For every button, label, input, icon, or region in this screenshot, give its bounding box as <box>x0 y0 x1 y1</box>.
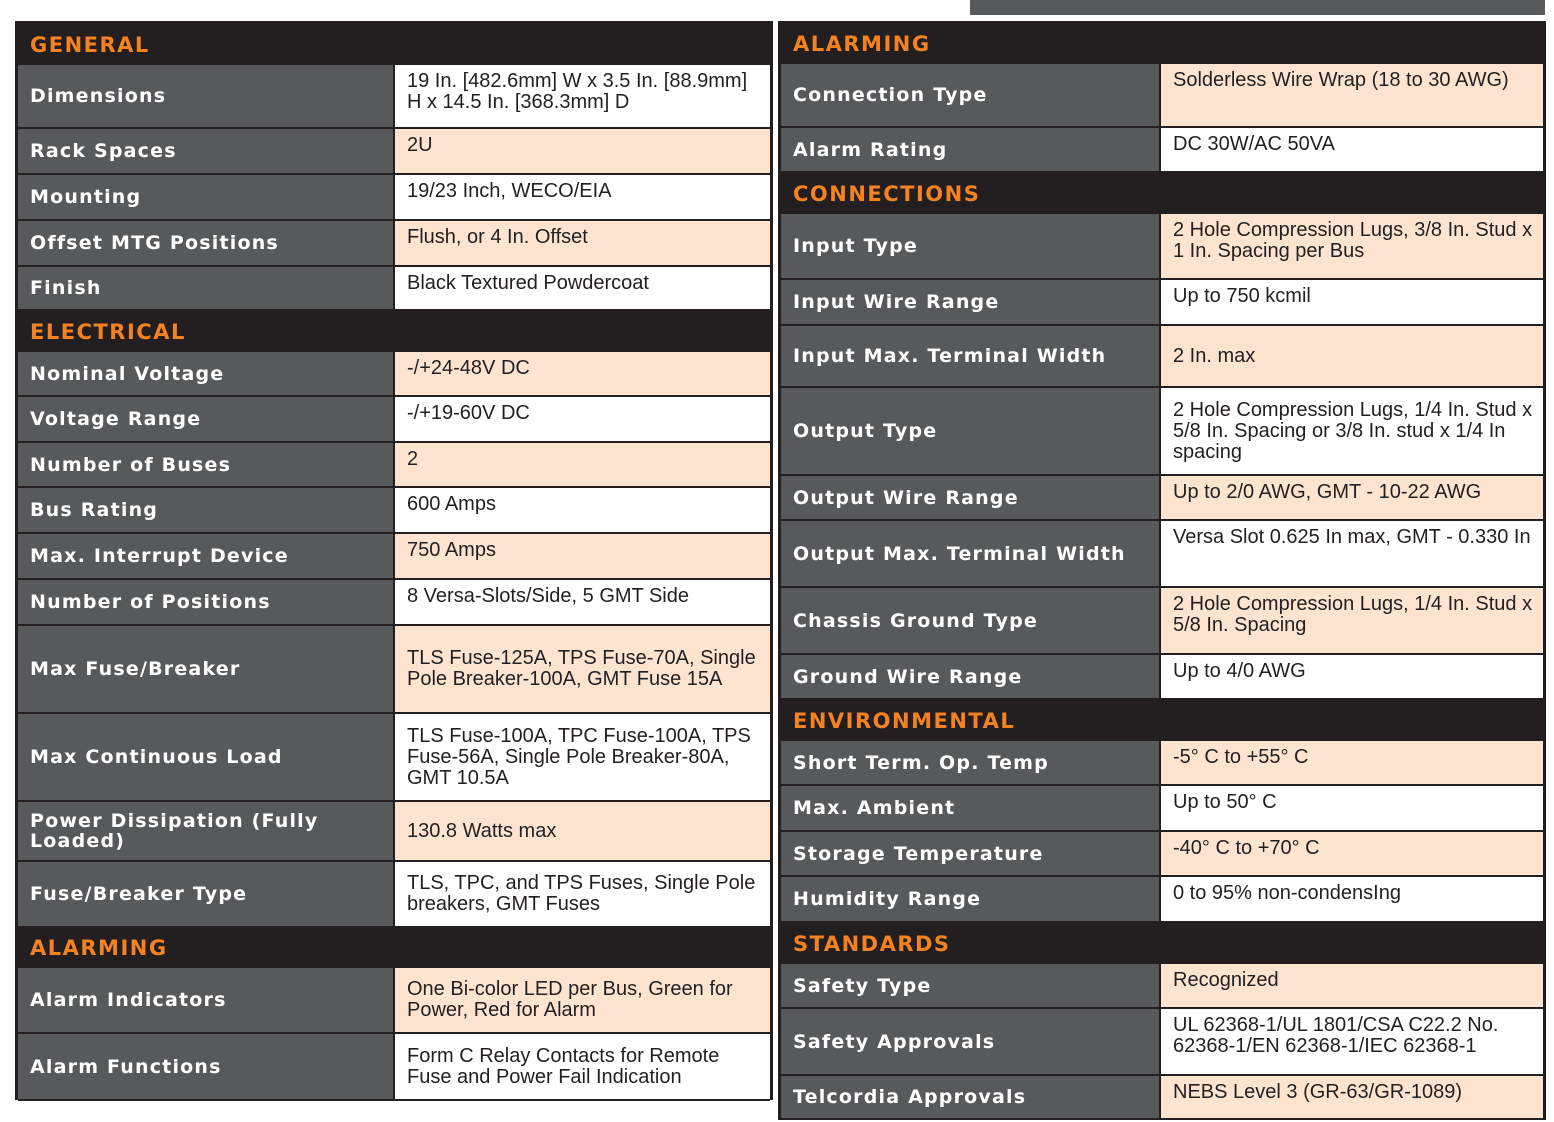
spec-label: Voltage Range <box>18 397 395 441</box>
spec-row <box>18 443 770 488</box>
spec-value: 2 <box>395 443 770 486</box>
spec-value: 8 Versa-Slots/Side, 5 GMT Side <box>395 580 770 624</box>
spec-label: Output Type <box>781 388 1161 474</box>
spec-value: Solderless Wire Wrap (18 to 30 AWG) <box>1161 64 1543 126</box>
section-header-environmental: ENVIRONMENTAL <box>781 700 1543 741</box>
spec-row <box>781 1009 1543 1076</box>
spec-label: Telcordia Approvals <box>781 1076 1161 1118</box>
spec-label: Rack Spaces <box>18 129 395 173</box>
spec-value: Flush, or 4 In. Offset <box>395 221 770 265</box>
spec-label: Output Max. Terminal Width <box>781 521 1161 586</box>
spec-row <box>781 64 1543 128</box>
spec-value: TLS Fuse-125A, TPS Fuse-70A, Single Pole Breaker-100A, GMT Fuse 15A <box>395 626 770 712</box>
spec-value: Recognized <box>1161 964 1543 1007</box>
spec-row <box>18 580 770 626</box>
spec-value: 750 Amps <box>395 534 770 578</box>
spec-label: Max. Ambient <box>781 786 1161 830</box>
spec-label: Max Fuse/Breaker <box>18 626 395 712</box>
spec-label: Number of Positions <box>18 580 395 624</box>
spec-value: UL 62368-1/UL 1801/CSA C22.2 No. 62368-1/EN 62368-1/IEC 62368-1 <box>1161 1009 1543 1074</box>
spec-row <box>18 534 770 580</box>
spec-label: Storage Temperature <box>781 832 1161 875</box>
spec-label: Fuse/Breaker Type <box>18 862 395 926</box>
spec-label: Short Term. Op. Temp <box>781 741 1161 784</box>
section-header-standards: STANDARDS <box>781 923 1543 964</box>
spec-value: Up to 2/0 AWG, GMT - 10-22 AWG <box>1161 476 1543 519</box>
spec-value: 130.8 Watts max <box>395 802 770 860</box>
spec-label: Alarm Indicators <box>18 968 395 1032</box>
spec-label: Mounting <box>18 175 395 219</box>
spec-label: Chassis Ground Type <box>781 588 1161 653</box>
right-spec-table <box>778 21 1546 1120</box>
spec-value: DC 30W/AC 50VA <box>1161 128 1543 171</box>
spec-value: Black Textured Powdercoat <box>395 267 770 309</box>
spec-value: Up to 4/0 AWG <box>1161 655 1543 698</box>
spec-label: Safety Type <box>781 964 1161 1007</box>
spec-row <box>18 65 770 129</box>
spec-value: -5° C to +55° C <box>1161 741 1543 784</box>
spec-value: One Bi-color LED per Bus, Green for Power, Red for Alarm <box>395 968 770 1032</box>
section-header-electrical: ELECTRICAL <box>18 311 770 352</box>
spec-label: Max. Interrupt Device <box>18 534 395 578</box>
spec-value: -/+19-60V DC <box>395 397 770 441</box>
section-header-connections: CONNECTIONS <box>781 173 1543 214</box>
spec-label: Input Max. Terminal Width <box>781 326 1161 386</box>
spec-label: Bus Rating <box>18 488 395 532</box>
section-header-alarming: ALARMING <box>781 24 1543 64</box>
spec-row <box>18 175 770 221</box>
spec-label: Offset MTG Positions <box>18 221 395 265</box>
spec-label: Humidity Range <box>781 877 1161 921</box>
spec-value: TLS, TPC, and TPS Fuses, Single Pole breakers, GMT Fuses <box>395 862 770 926</box>
spec-value: Up to 50° C <box>1161 786 1543 830</box>
spec-row <box>781 388 1543 476</box>
spec-value: 2 Hole Compression Lugs, 3/8 In. Stud x 1 In. Spacing per Bus <box>1161 214 1543 278</box>
spec-row <box>781 877 1543 923</box>
spec-value: 0 to 95% non-condensIng <box>1161 877 1543 921</box>
spec-value: -40° C to +70° C <box>1161 832 1543 875</box>
spec-row <box>781 326 1543 388</box>
spec-label: Input Type <box>781 214 1161 278</box>
spec-value: -/+24-48V DC <box>395 352 770 395</box>
spec-row <box>781 521 1543 588</box>
spec-row <box>18 221 770 267</box>
spec-value: Versa Slot 0.625 In max, GMT - 0.330 In <box>1161 521 1543 586</box>
spec-label: Alarm Functions <box>18 1034 395 1099</box>
spec-row <box>18 862 770 928</box>
spec-row <box>781 786 1543 832</box>
spec-row <box>18 129 770 175</box>
spec-row <box>18 968 770 1034</box>
spec-value: Up to 750 kcmil <box>1161 280 1543 324</box>
spec-row <box>781 280 1543 326</box>
spec-label: Ground Wire Range <box>781 655 1161 698</box>
spec-row <box>781 964 1543 1009</box>
spec-label: Max Continuous Load <box>18 714 395 800</box>
spec-label: Finish <box>18 267 395 309</box>
spec-row <box>781 588 1543 655</box>
spec-value: 2 Hole Compression Lugs, 1/4 In. Stud x 5/8 In. Spacing <box>1161 588 1543 653</box>
spec-label: Input Wire Range <box>781 280 1161 324</box>
spec-row <box>18 802 770 862</box>
spec-label: Safety Approvals <box>781 1009 1161 1074</box>
spec-value: Form C Relay Contacts for Remote Fuse and Power Fail Indication <box>395 1034 770 1099</box>
spec-label: Dimensions <box>18 65 395 127</box>
spec-row <box>18 626 770 714</box>
spec-label: Alarm Rating <box>781 128 1161 171</box>
spec-value: TLS Fuse-100A, TPC Fuse-100A, TPS Fuse-56A, Single Pole Breaker-80A, GMT 10.5A <box>395 714 770 800</box>
spec-value: 2 Hole Compression Lugs, 1/4 In. Stud x 5/8 In. Spacing or 3/8 In. stud x 1/4 In spacing <box>1161 388 1543 474</box>
spec-row <box>18 267 770 311</box>
spec-row <box>781 832 1543 877</box>
spec-row <box>781 1076 1543 1120</box>
spec-row <box>781 214 1543 280</box>
spec-row <box>781 655 1543 700</box>
spec-row <box>781 476 1543 521</box>
section-header-alarming: ALARMING <box>18 928 770 968</box>
spec-label: Nominal Voltage <box>18 352 395 395</box>
spec-value: 2U <box>395 129 770 173</box>
section-header-general: GENERAL <box>18 24 770 65</box>
spec-value: 2 In. max <box>1161 326 1543 386</box>
spec-row <box>18 488 770 534</box>
spec-value: NEBS Level 3 (GR-63/GR-1089) <box>1161 1076 1543 1118</box>
spec-row <box>18 1034 770 1101</box>
left-spec-table <box>15 21 773 1100</box>
spec-label: Power Dissipation (Fully Loaded) <box>18 802 395 860</box>
spec-row <box>18 397 770 443</box>
spec-row <box>781 128 1543 173</box>
spec-row <box>781 741 1543 786</box>
spec-value: 600 Amps <box>395 488 770 532</box>
spec-value: 19 In. [482.6mm] W x 3.5 In. [88.9mm] H x 14.5 In. [368.3mm] D <box>395 65 770 127</box>
spec-label: Connection Type <box>781 64 1161 126</box>
spec-label: Number of Buses <box>18 443 395 486</box>
spec-row <box>18 352 770 397</box>
spec-label: Output Wire Range <box>781 476 1161 519</box>
spec-row <box>18 714 770 802</box>
top-decorative-bar <box>970 0 1545 15</box>
spec-value: 19/23 Inch, WECO/EIA <box>395 175 770 219</box>
